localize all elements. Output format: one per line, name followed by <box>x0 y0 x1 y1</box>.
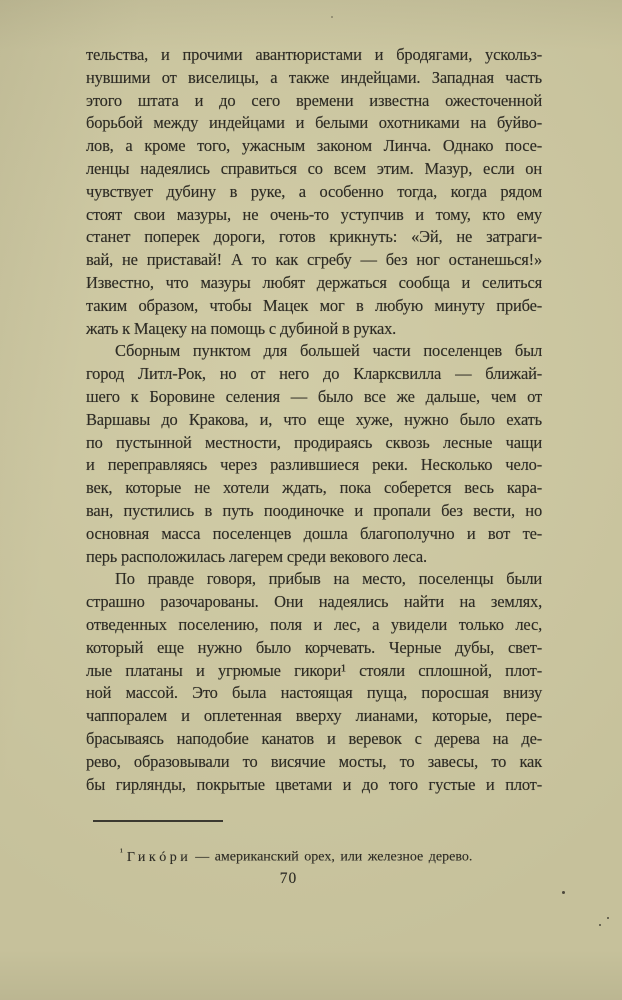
text-line: век, которые не хотели ждать, пока соберется весь кара- <box>86 478 542 498</box>
page-number: 70 <box>279 870 298 887</box>
text-line: страшно разочарованы. Они надеялись найти на землях, <box>86 592 542 612</box>
paragraph-3 <box>86 568 542 796</box>
text-line: рево, образовывали то висячие мосты, то завесы, то как <box>86 751 542 771</box>
paper-speck <box>562 891 565 894</box>
text-block <box>86 44 542 796</box>
text-line: который еще нужно было корчевать. Черные дубы, свет- <box>86 637 542 657</box>
text-line: брасываясь наподобие канатов и веревок с дерева на де- <box>86 728 542 748</box>
text-line: по пустынной местности, продираясь сквозь лесные чащи <box>86 432 542 452</box>
text-line: ленцы надеялись справиться со всем этим. Мазур, если он <box>86 158 542 178</box>
text-line: шего к Боровине селения — было все же дальше, чем от <box>86 386 542 406</box>
text-line: борьбой между индейцами и белыми охотниками на буйво- <box>86 113 542 133</box>
paper-speck <box>599 924 601 926</box>
text-line: чаппоралем и оплетенная вверху лианами, которые, пере- <box>86 706 542 726</box>
text-line: Варшавы до Кракова, и, что еще хуже, нужно было ехать <box>86 409 542 429</box>
text-line: лов, а кроме того, ужасным законом Линча. Однако посе- <box>86 136 542 156</box>
paragraph-2 <box>86 340 542 568</box>
text-line: перь расположилась лагерем среди векового леса. <box>86 546 427 566</box>
text-line: лые платаны и угрюмые гикори¹ стояли сплошной, плот- <box>86 660 542 680</box>
text-line: Сборным пунктом для большей части поселенцев был <box>115 341 542 361</box>
footnote-term: Гикóри <box>126 849 192 865</box>
text-line: вай, не приставай! А то как сгребу — без ног останешься!» <box>86 250 542 270</box>
paragraph-1 <box>86 44 542 340</box>
text-line: таким образом, чтобы Мацек мог в любую минуту прибе- <box>86 295 542 315</box>
text-line: бы гирлянды, покрытые цветами и до того густые и плот- <box>86 774 542 794</box>
footnote-rule <box>93 820 223 822</box>
text-line: чувствует дубину в руке, а особенно тогда, когда рядом <box>86 181 542 201</box>
text-line: город Литл-Рок, но от него до Кларксвилла — ближай- <box>86 364 542 384</box>
text-line: станет поперек дороги, готов крикнуть: «Эй, не затраги- <box>86 227 542 247</box>
text-line: ван, пустились в путь поодиночке и пропали без вести, но <box>86 500 542 520</box>
footnote <box>120 844 540 867</box>
text-line: ной массой. Это была настоящая пуща, поросшая внизу <box>86 683 542 703</box>
text-line: и переправляясь через разлившиеся реки. Несколько чело- <box>86 455 542 475</box>
text-line: отведенных поселению, поля и лес, а увидели только лес, <box>86 614 542 634</box>
text-line: нувшими от виселицы, а также индейцами. Западная часть <box>86 67 542 87</box>
paper-speck <box>331 16 333 18</box>
footnote-text: — американский орех, или железное дерево. <box>195 849 473 865</box>
footnote-marker: ¹ <box>120 848 123 858</box>
text-line: Известно, что мазуры любят держаться сообща и селиться <box>86 272 542 292</box>
text-line: тельства, и прочими авантюристами и бродягами, ускольз- <box>86 45 542 64</box>
paper-speck <box>607 917 609 919</box>
text-line: основная масса поселенцев дошла благополучно и вот те- <box>86 523 542 543</box>
text-line: По правде говоря, прибыв на место, поселенцы были <box>115 569 542 589</box>
text-line: этого штата и до сего времени известна ожесточенной <box>86 90 542 110</box>
text-line: стоят свои мазуры, не очень-то уступчив и тому, кто ему <box>86 204 542 224</box>
text-line: жать к Мацеку на помощь с дубиной в руках. <box>86 318 397 338</box>
